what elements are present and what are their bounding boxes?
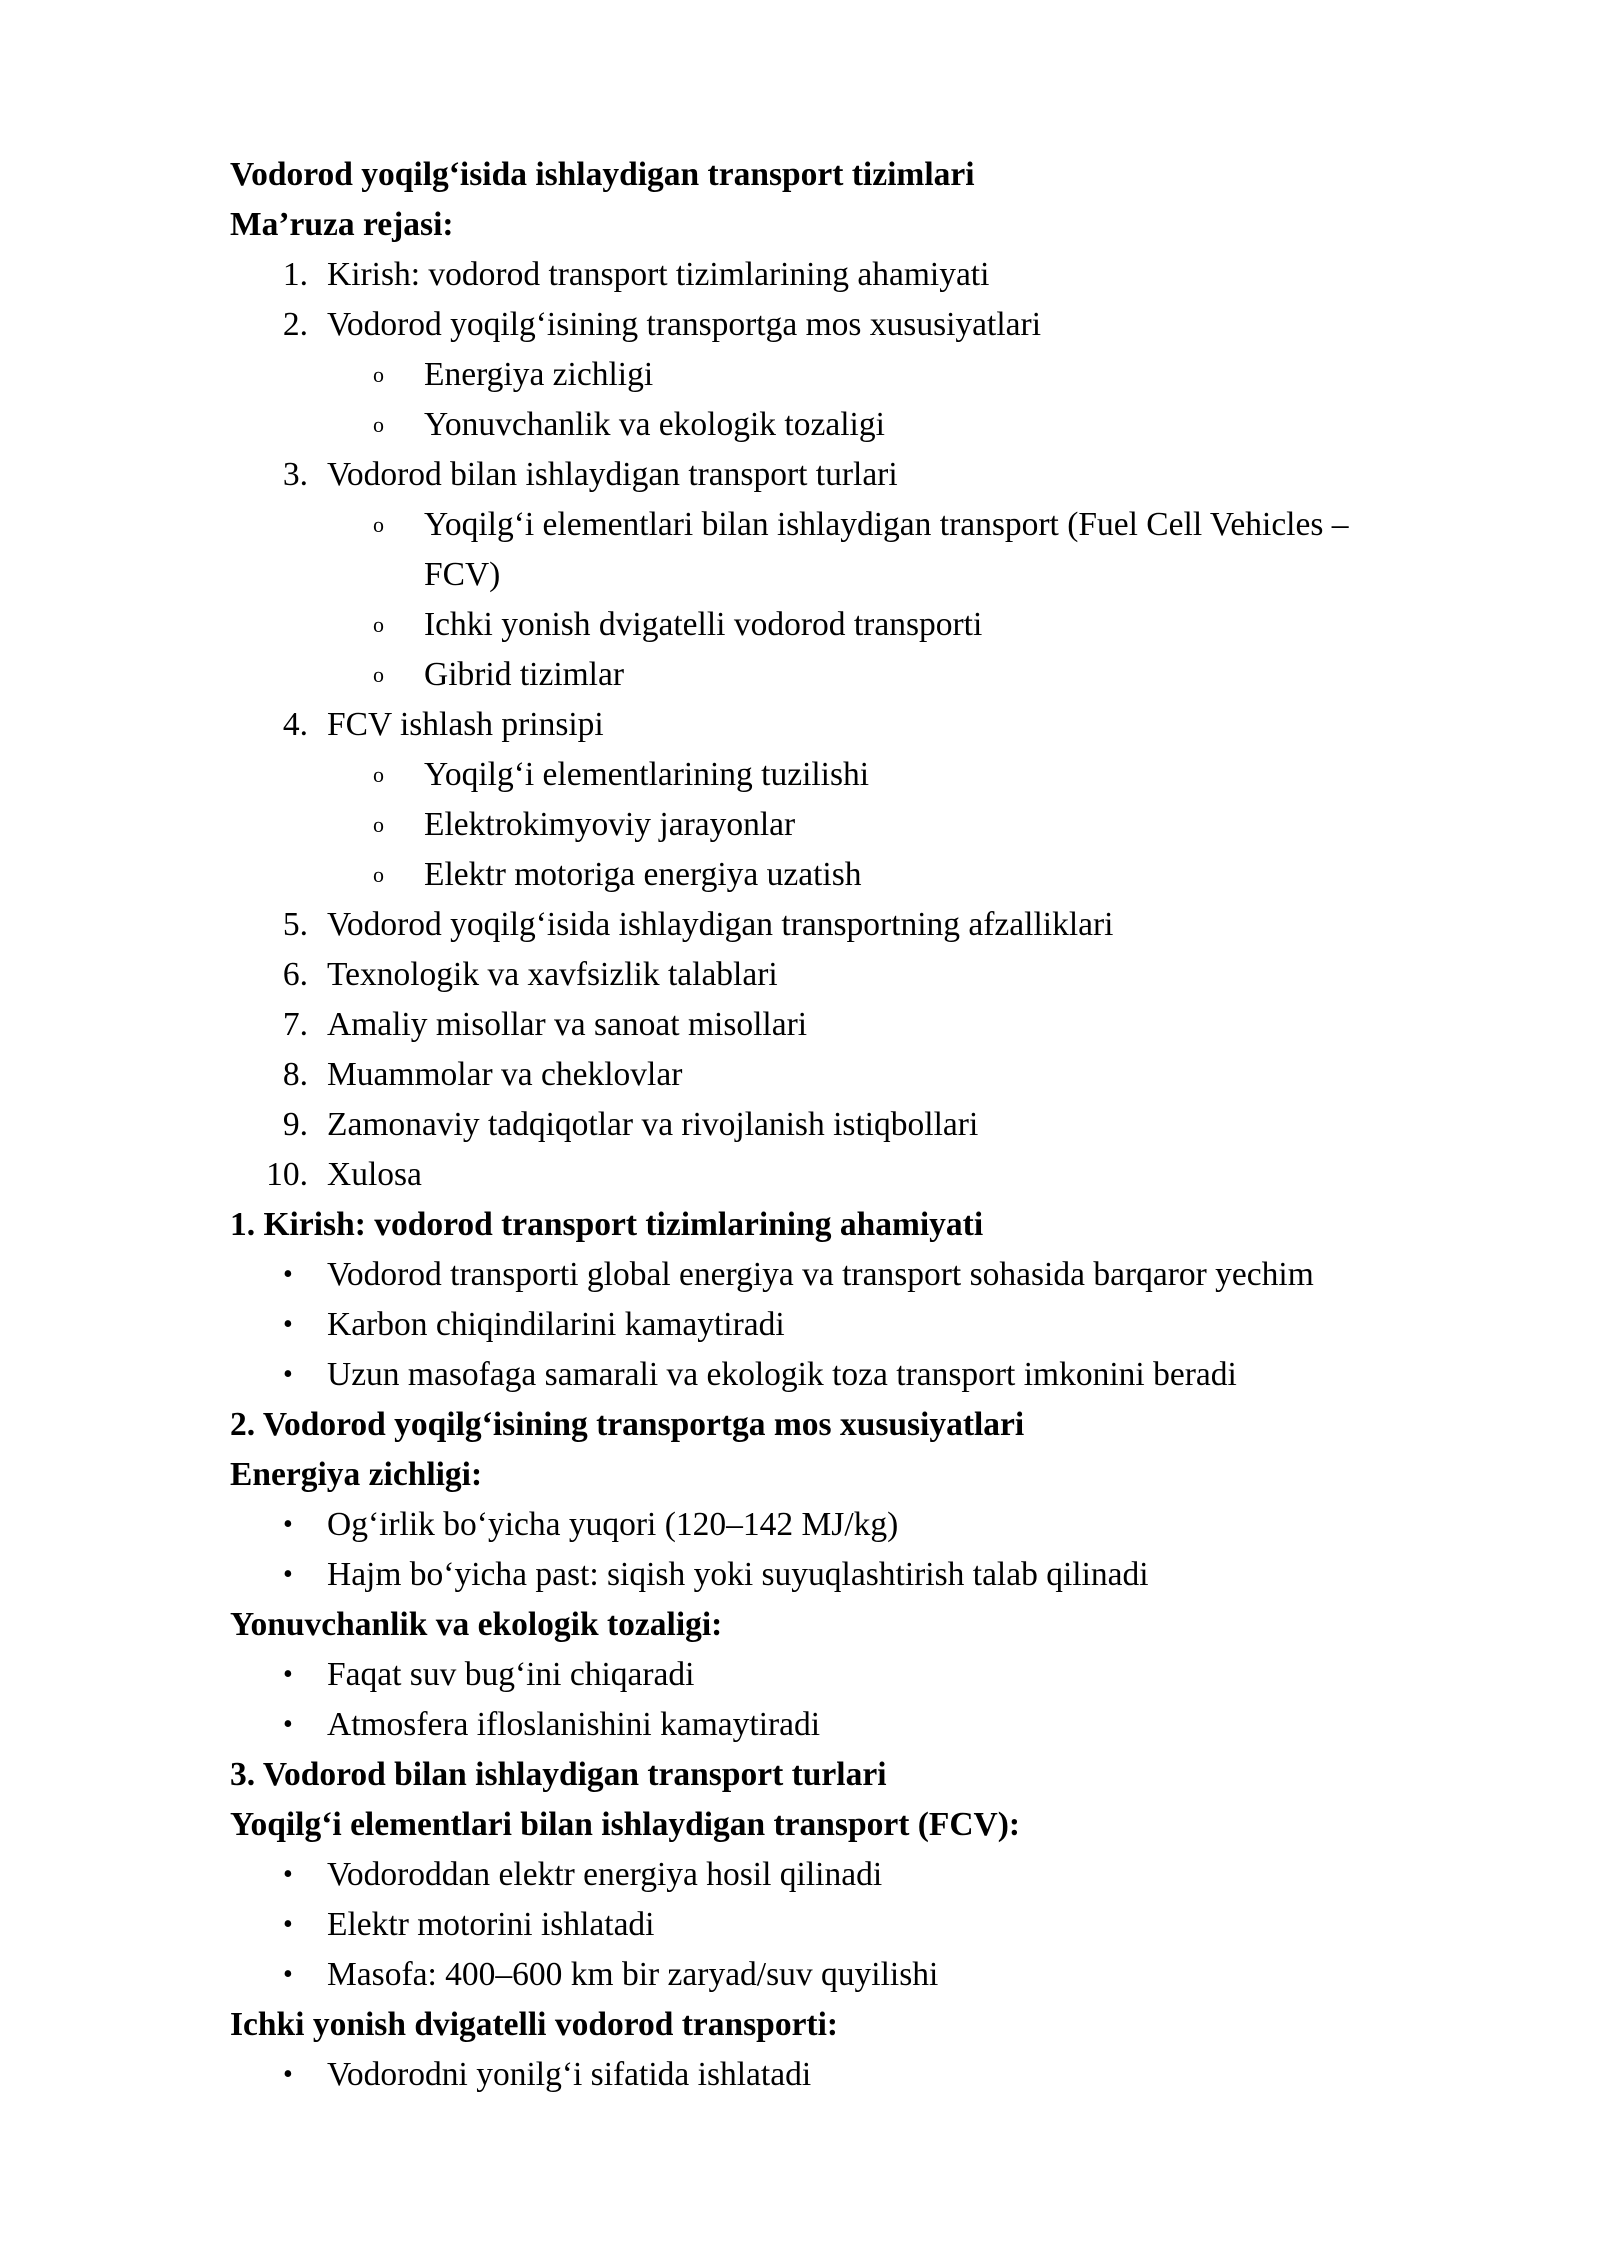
plan-subitem-text: Elektr motoriga energiya uzatish: [424, 856, 862, 893]
plan-subitem-text: FCV): [424, 556, 501, 593]
bullet-item: [0, 1855, 1600, 1895]
bullet-item: [0, 2055, 1600, 2095]
document-title: Vodorod yoqilg‘isida ishlaydigan transport tizimlari: [230, 156, 975, 193]
plan-item: [0, 705, 1600, 745]
plan-subitem-text: Energiya zichligi: [424, 356, 654, 393]
plan-subitem: [0, 855, 1600, 895]
plan-subitem: [0, 355, 1600, 395]
bullet-item: [0, 1705, 1600, 1745]
bullet-item: [0, 1655, 1600, 1695]
bullet-marker: •: [283, 1259, 293, 1290]
sub-bullet-marker: o: [373, 512, 384, 537]
section-heading: 1. Kirish: vodorod transport tizimlarining ahamiyati: [230, 1206, 984, 1243]
plan-subitem: [0, 555, 1600, 595]
bullet-marker: •: [283, 1359, 293, 1390]
plan-item: [0, 455, 1600, 495]
bullet-item: [0, 1305, 1600, 1345]
plan-item-number: 10.: [266, 1156, 308, 1193]
plan-item: [0, 1005, 1600, 1045]
bullet-text: Vodoroddan elektr energiya hosil qilinadi: [327, 1856, 883, 1893]
plan-subitem-text: Yonuvchanlik va ekologik tozaligi: [424, 406, 885, 443]
sub-bullet-marker: o: [373, 612, 384, 637]
plan-subitem-text: Yoqilg‘i elementlari bilan ishlaydigan transport (Fuel Cell Vehicles –: [424, 506, 1349, 543]
bullet-text: Og‘irlik bo‘yicha yuqori (120–142 MJ/kg): [327, 1506, 899, 1543]
bullet-marker: •: [283, 1559, 293, 1590]
bullet-text: Elektr motorini ishlatadi: [327, 1906, 655, 1943]
section-heading: Yoqilg‘i elementlari bilan ishlaydigan transport (FCV):: [230, 1806, 1021, 1843]
bullet-marker: •: [283, 1659, 293, 1690]
bullet-item: [0, 1905, 1600, 1945]
plan-subitem: [0, 605, 1600, 645]
bullet-marker: •: [283, 2059, 293, 2090]
bullet-marker: •: [283, 1859, 293, 1890]
plan-subitem: [0, 505, 1600, 545]
bullet-item: [0, 1555, 1600, 1595]
bullet-marker: •: [283, 1909, 293, 1940]
plan-subitem-text: Elektrokimyoviy jarayonlar: [424, 806, 796, 843]
sub-bullet-marker: o: [373, 762, 384, 787]
bullet-marker: •: [283, 1509, 293, 1540]
plan-item-text: Amaliy misollar va sanoat misollari: [327, 1006, 808, 1043]
plan-item-number: 5.: [282, 906, 308, 943]
plan-subitem: [0, 755, 1600, 795]
plan-item-text: Vodorod bilan ishlaydigan transport turlari: [327, 456, 898, 493]
section-heading: Energiya zichligi:: [230, 1456, 483, 1493]
bullet-text: Vodorod transporti global energiya va transport sohasida barqaror yechim: [327, 1256, 1314, 1293]
plan-item: [0, 955, 1600, 995]
section-heading: 3. Vodorod bilan ishlaydigan transport turlari: [230, 1756, 887, 1793]
bullet-item: [0, 1355, 1600, 1395]
bullet-item: [0, 1955, 1600, 1995]
plan-item-number: 6.: [282, 956, 308, 993]
section-heading: Yonuvchanlik va ekologik tozaligi:: [230, 1606, 723, 1643]
plan-item-text: Texnologik va xavfsizlik talablari: [327, 956, 778, 993]
bullet-marker: •: [283, 1959, 293, 1990]
plan-item-number: 4.: [282, 706, 308, 743]
plan-item: [0, 905, 1600, 945]
plan-subitem-text: Gibrid tizimlar: [424, 656, 625, 693]
bullet-text: Uzun masofaga samarali va ekologik toza transport imkonini beradi: [327, 1356, 1237, 1393]
bullet-text: Atmosfera ifloslanishini kamaytiradi: [327, 1706, 821, 1743]
sub-bullet-marker: o: [373, 412, 384, 437]
plan-item-text: Muammolar va cheklovlar: [327, 1056, 683, 1093]
sub-bullet-marker: o: [373, 812, 384, 837]
plan-item-number: 9.: [282, 1106, 308, 1143]
sub-bullet-marker: o: [373, 662, 384, 687]
bullet-marker: •: [283, 1309, 293, 1340]
bullet-text: Karbon chiqindilarini kamaytiradi: [327, 1306, 785, 1343]
plan-subitem-text: Yoqilg‘i elementlarining tuzilishi: [424, 756, 870, 793]
plan-subitem: [0, 655, 1600, 695]
bullet-item: [0, 1505, 1600, 1545]
plan-subitem: [0, 405, 1600, 445]
plan-subitem-text: Ichki yonish dvigatelli vodorod transporti: [424, 606, 983, 643]
plan-heading: Ma’ruza rejasi:: [230, 206, 454, 243]
plan-item-number: 2.: [282, 306, 308, 343]
bullet-text: Hajm bo‘yicha past: siqish yoki suyuqlashtirish talab qilinadi: [327, 1556, 1149, 1593]
plan-item-number: 7.: [282, 1006, 308, 1043]
plan-item-text: Kirish: vodorod transport tizimlarining ahamiyati: [327, 256, 990, 293]
plan-item-text: Vodorod yoqilg‘isida ishlaydigan transportning afzalliklari: [327, 906, 1114, 943]
plan-item: [0, 1105, 1600, 1145]
bullet-text: Masofa: 400–600 km bir zaryad/suv quyilishi: [327, 1956, 939, 1993]
plan-item: [0, 305, 1600, 345]
section-heading: 2. Vodorod yoqilg‘isining transportga mos xususiyatlari: [230, 1406, 1025, 1443]
bullet-item: [0, 1255, 1600, 1295]
plan-item-number: 3.: [282, 456, 308, 493]
plan-item: [0, 255, 1600, 295]
plan-item-text: Xulosa: [327, 1156, 422, 1193]
plan-item: [0, 1155, 1600, 1195]
bullet-marker: •: [283, 1709, 293, 1740]
bullet-text: Vodorodni yonilg‘i sifatida ishlatadi: [327, 2056, 812, 2093]
sub-bullet-marker: o: [373, 862, 384, 887]
plan-item-text: Vodorod yoqilg‘isining transportga mos xususiyatlari: [327, 306, 1042, 343]
plan-subitem: [0, 805, 1600, 845]
plan-item-number: 8.: [282, 1056, 308, 1093]
plan-item-text: FCV ishlash prinsipi: [327, 706, 604, 743]
plan-item-number: 1.: [282, 256, 308, 293]
plan-item-text: Zamonaviy tadqiqotlar va rivojlanish istiqbollari: [327, 1106, 979, 1143]
bullet-text: Faqat suv bug‘ini chiqaradi: [327, 1656, 695, 1693]
section-heading: Ichki yonish dvigatelli vodorod transporti:: [230, 2006, 839, 2043]
plan-item: [0, 1055, 1600, 1095]
sub-bullet-marker: o: [373, 362, 384, 387]
